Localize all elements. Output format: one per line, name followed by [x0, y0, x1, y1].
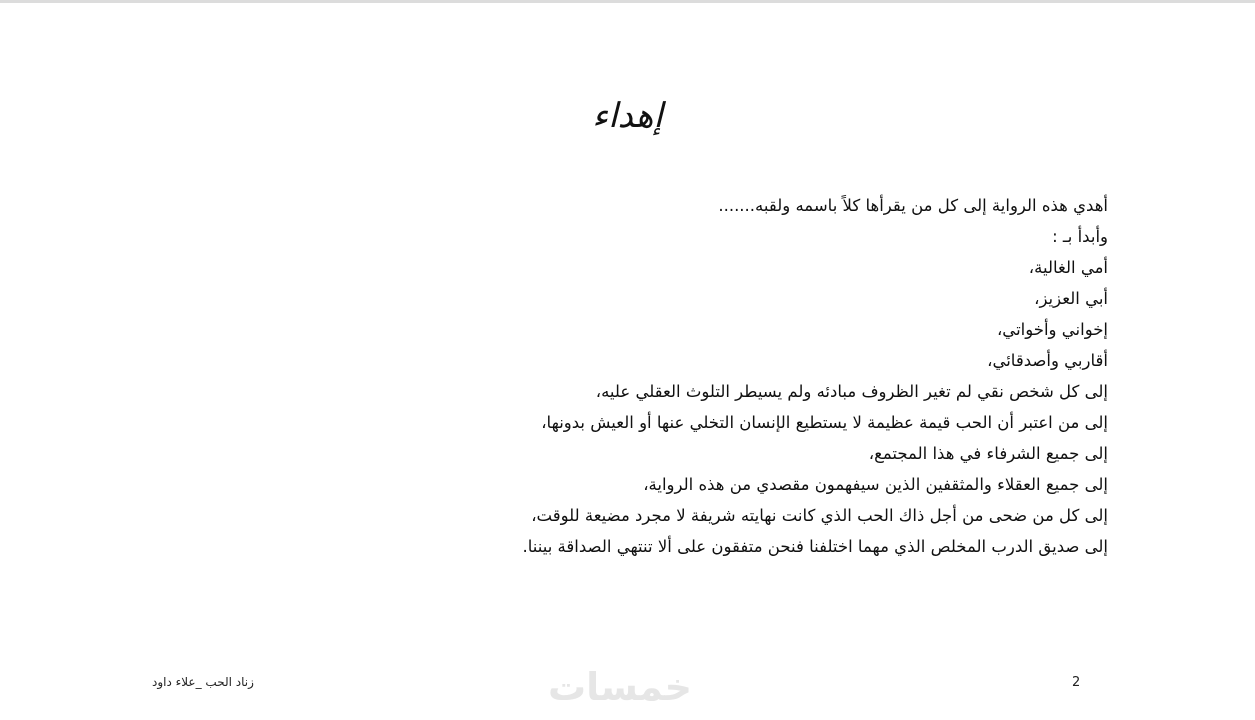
paragraph-intro: أهدي هذه الرواية إلى كل من يقرأها كلاً باسمه ولقبه.......	[718, 196, 1108, 215]
paragraph-love-value: إلى من اعتبر أن الحب قيمة عظيمة لا يستطيع الإنسان التخلي عنها أو العيش بدونها،	[541, 413, 1108, 432]
paragraph-friend: إلى صديق الدرب المخلص الذي مهما اختلفنا فنحن متفقون على ألا تنتهي الصداقة بيننا.	[522, 537, 1108, 556]
page-number: 2	[1072, 675, 1081, 690]
watermark-logo: خمسات	[548, 665, 692, 709]
paragraph-intellectuals: إلى جميع العقلاء والمثقفين الذين سيفهمون مقصدي من هذه الرواية،	[643, 475, 1108, 494]
paragraph-pure-person: إلى كل شخص نقي لم تغير الظروف مبادئه ولم يسيطر التلوث العقلي عليه،	[595, 382, 1108, 401]
dedication-body	[148, 196, 1108, 568]
paragraph-start: وأبدأ بـ :	[1052, 227, 1108, 246]
top-border	[0, 0, 1255, 3]
paragraph-mother: أمي الغالية،	[1028, 258, 1108, 277]
page-title: إهداء	[592, 96, 663, 136]
paragraph-sacrifice: إلى كل من ضحى من أجل ذاك الحب الذي كانت نهايته شريفة لا مجرد مضيعة للوقت،	[531, 506, 1108, 525]
paragraph-siblings: إخواني وأخواتي،	[996, 320, 1108, 339]
footer-book-author: زناد الحب _علاء داود	[152, 675, 254, 689]
paragraph-relatives: أقاربي وأصدقائي،	[987, 351, 1108, 370]
paragraph-father: أبي العزيز،	[1034, 289, 1108, 308]
paragraph-honorable: إلى جميع الشرفاء في هذا المجتمع،	[868, 444, 1108, 463]
